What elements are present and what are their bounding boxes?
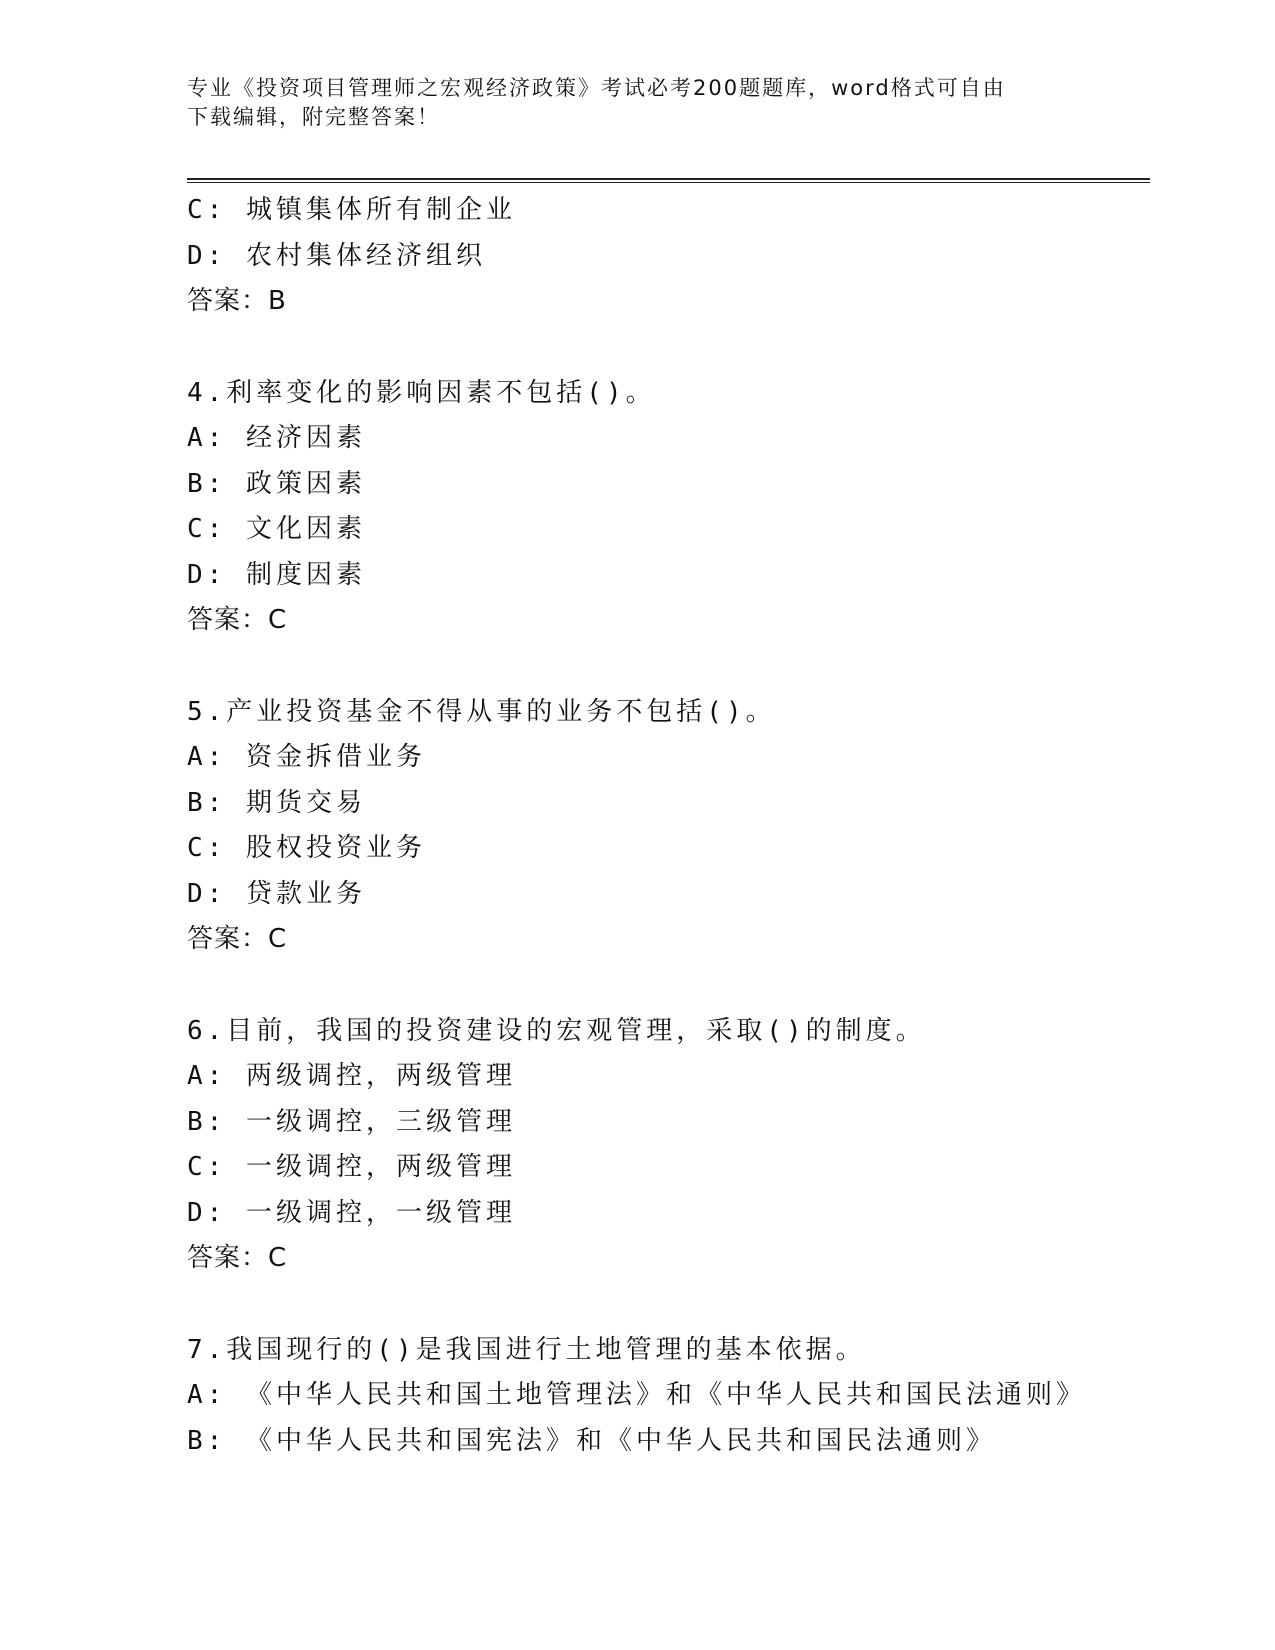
option-d: D: 农村集体经济组织	[187, 240, 486, 271]
question-3-continued	[187, 188, 1187, 325]
option-a: A: 两级调控，两级管理	[187, 1061, 516, 1091]
option-b: B: 《中华人民共和国宪法》和《中华人民共和国民法通则》	[187, 1425, 996, 1456]
spacer	[187, 1282, 1187, 1328]
header-line-1: 专业《投资项目管理师之宏观经济政策》考试必考200题题库，word格式可自由	[187, 76, 1006, 100]
header-divider-thin	[187, 182, 1150, 183]
spacer	[187, 963, 1187, 1009]
document-header	[187, 74, 1087, 132]
option-d: D: 贷款业务	[187, 878, 366, 909]
option-c: C: 文化因素	[187, 514, 366, 544]
question-6	[187, 1009, 1187, 1282]
option-c: C: 一级调控，两级管理	[187, 1152, 516, 1182]
question-stem: 4.利率变化的影响因素不包括()。	[187, 377, 656, 408]
question-7	[187, 1328, 1187, 1465]
option-d: D: 制度因素	[187, 559, 366, 590]
option-a: A: 资金拆借业务	[187, 742, 426, 772]
header-line-2: 下载编辑，附完整答案！	[187, 105, 440, 129]
option-c: C: 股权投资业务	[187, 833, 426, 863]
question-5	[187, 690, 1187, 963]
header-divider-thick	[187, 178, 1150, 180]
question-stem: 7.我国现行的()是我国进行土地管理的基本依据。	[187, 1334, 866, 1365]
option-b: B: 政策因素	[187, 468, 366, 499]
question-stem: 6.目前，我国的投资建设的宏观管理，采取()的制度。	[187, 1015, 926, 1046]
option-a: A: 经济因素	[187, 423, 366, 453]
spacer	[187, 325, 1187, 371]
answer: 答案：B	[187, 286, 287, 316]
spacer	[187, 644, 1187, 690]
question-list	[187, 188, 1187, 1464]
option-d: D: 一级调控，一级管理	[187, 1197, 516, 1228]
answer: 答案：C	[187, 605, 288, 635]
option-b: B: 期货交易	[187, 787, 366, 818]
option-b: B: 一级调控，三级管理	[187, 1106, 516, 1137]
answer: 答案：C	[187, 1243, 288, 1273]
answer: 答案：C	[187, 924, 288, 954]
question-stem: 5.产业投资基金不得从事的业务不包括()。	[187, 696, 776, 727]
question-4	[187, 371, 1187, 644]
option-a: A: 《中华人民共和国土地管理法》和《中华人民共和国民法通则》	[187, 1380, 1086, 1410]
option-c: C: 城镇集体所有制企业	[187, 195, 516, 225]
